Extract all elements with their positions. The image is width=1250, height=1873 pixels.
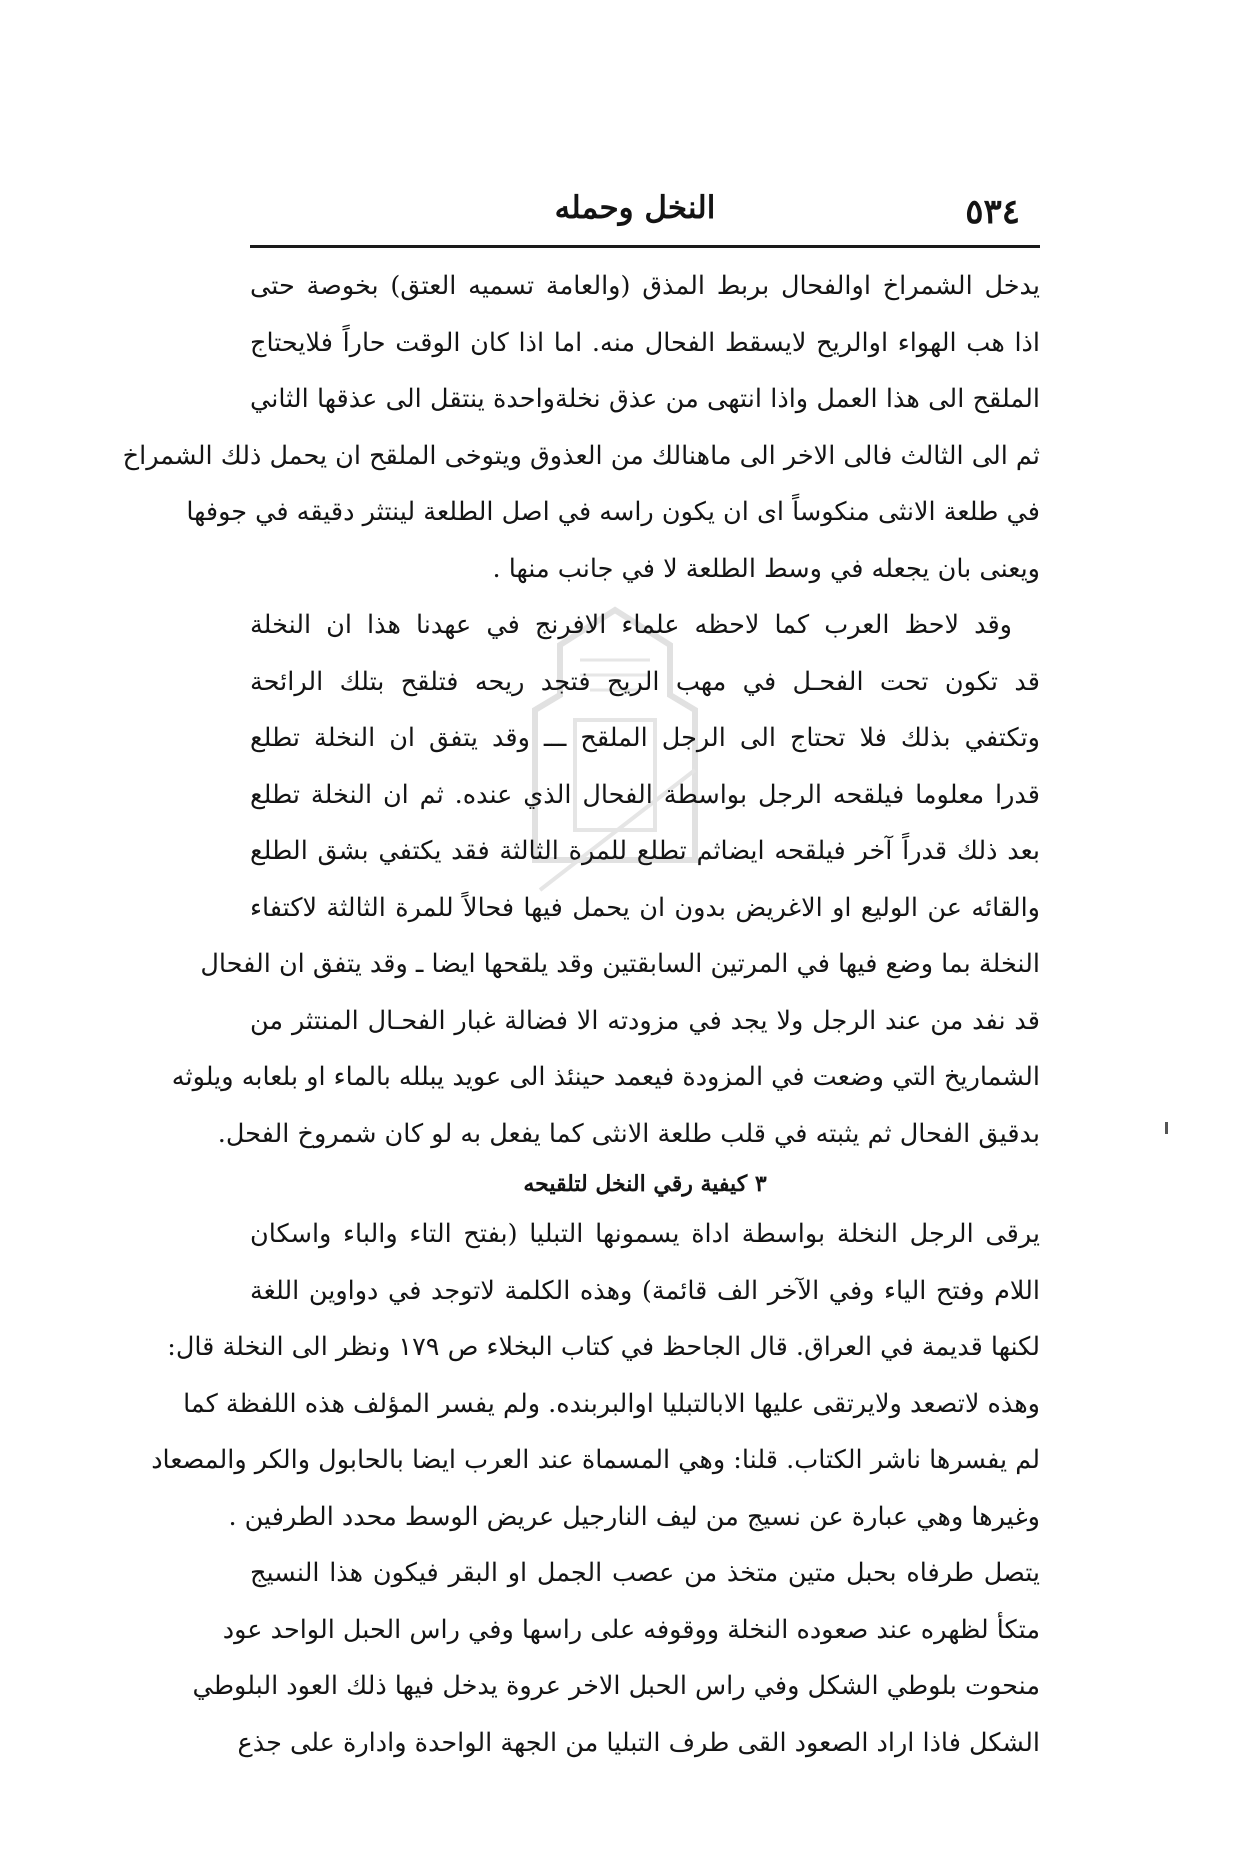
- text-line: بدقيق الفحال ثم يثبته في قلب طلعة الانثى كما يفعل به لو كان شمروخ الفحل.: [217, 1118, 1040, 1149]
- text-line: ثم الى الثالث فالى الاخر الى ماهنالك من العذوق ويتوخى الملقح ان يحمل ذلك الشمراخ: [122, 440, 1040, 471]
- text-line: اذا هب الهواء اوالريح لايسقط الفحال منه. اما اذا كان الوقت حاراً فلايحتاج: [250, 327, 1040, 358]
- section-heading: ٣ كيفية رقي النخل لتلقيحه: [523, 1171, 767, 1197]
- text-line: الملقح الى هذا العمل واذا انتهى من عذق نخلةواحدة ينتقل الى عذقها الثاني: [250, 384, 1040, 414]
- text-line: والقائه عن الوليع او الاغريض بدون ان يحمل فيها فحالاً للمرة الثالثة لاكتفاء: [250, 892, 1040, 923]
- header-rule: [250, 245, 1040, 248]
- text-line: وهذه لاتصعد ولايرتقى عليها الابالتبليا اوالبربنده. ولم يفسر المؤلف هذه اللفظة كما: [183, 1388, 1040, 1419]
- text-line: لم يفسرها ناشر الكتاب. قلنا: وهي المسماة عند العرب ايضا بالحابول والكر والمصعاد: [151, 1445, 1040, 1475]
- text-line: قدرا معلوما فيلقحه الرجل بواسطة الفحال الذي عنده. ثم ان النخلة تطلع: [250, 779, 1040, 810]
- text-line: يرقى الرجل النخلة بواسطة اداة يسمونها التبليا (بفتح التاء والباء واسكان: [250, 1219, 1040, 1249]
- text-line: الشكل فاذا اراد الصعود القى طرف التبليا من الجهة الواحدة وادارة على جذع: [237, 1727, 1040, 1758]
- text-line: وتكتفي بذلك فلا تحتاج الى الرجل الملقح ـــ وقد يتفق ان النخلة تطلع: [250, 723, 1040, 753]
- text-line: اللام وفتح الياء وفي الآخر الف قائمة) وهذه الكلمة لاتوجد في دواوين اللغة: [250, 1275, 1040, 1306]
- text-line: الشماريخ التي وضعت في المزودة فيعمد حينئذ الى عويد يبلله بالماء او بلعابه ويلوثه: [171, 1062, 1040, 1092]
- scan-speck: [1165, 1122, 1168, 1134]
- running-title: النخل وحمله: [554, 190, 716, 226]
- text-line: قد تكون تحت الفحـل في مهب الريح فتجد ريحه فتلقح بتلك الرائحة: [250, 666, 1040, 697]
- text-line: لكنها قديمة في العراق. قال الجاحظ في كتاب البخلاء ص ١٧٩ ونظر الى النخلة قال:: [167, 1332, 1040, 1362]
- paragraph-3: [151, 1206, 1040, 1545]
- paragraph-1: [122, 258, 1040, 597]
- text-line: متكأ لظهره عند صعوده النخلة ووقوفه على راسها وفي راس الحبل الواحد عود: [222, 1614, 1040, 1645]
- text-line: وقد لاحظ العرب كما لاحظه علماء الافرنج في عهدنا هذا ان النخلة: [250, 610, 1012, 640]
- paragraph-4: [192, 1545, 1040, 1771]
- text-line: بعد ذلك قدراً آخر فيلقحه ايضاثم تطلع للمرة الثالثة فقد يكتفي بشق الطلع: [250, 836, 1040, 866]
- text-line: ويعنى بان يجعله في وسط الطلعة لا في جانب منها .: [492, 553, 1040, 584]
- text-line: قد نفد من عند الرجل ولا يجد في مزودته الا فضالة غبار الفحـال المنتثر من: [250, 1005, 1040, 1036]
- text-line: النخلة بما وضع فيها في المرتين السابقتين وقد يلقحها ايضا ـ وقد يتفق ان الفحال: [200, 949, 1040, 979]
- text-line: منحوت بلوطي الشكل وفي راس الحبل الاخر عروة يدخل فيها ذلك العود البلوطي: [192, 1671, 1040, 1701]
- text-line: في طلعة الانثى منكوساً اى ان يكون راسه في اصل الطلعة لينتثر دقيقه في جوفها: [186, 497, 1040, 527]
- text-line: يتصل طرفاه بحبل متين متخذ من عصب الجمل او البقر فيكون هذا النسيج: [250, 1558, 1040, 1588]
- paragraph-2: [171, 597, 1040, 1162]
- page-number: ٥٣٤: [965, 192, 1020, 232]
- text-line: يدخل الشمراخ اوالفحال بربط المذق (والعامة تسميه العتق) بخوصة حتى: [250, 271, 1040, 301]
- body-text: [122, 258, 1040, 1771]
- page-header: [250, 186, 1020, 246]
- text-line: وغيرها وهي عبارة عن نسيج من ليف النارجيل عريض الوسط محدد الطرفين .: [228, 1501, 1040, 1532]
